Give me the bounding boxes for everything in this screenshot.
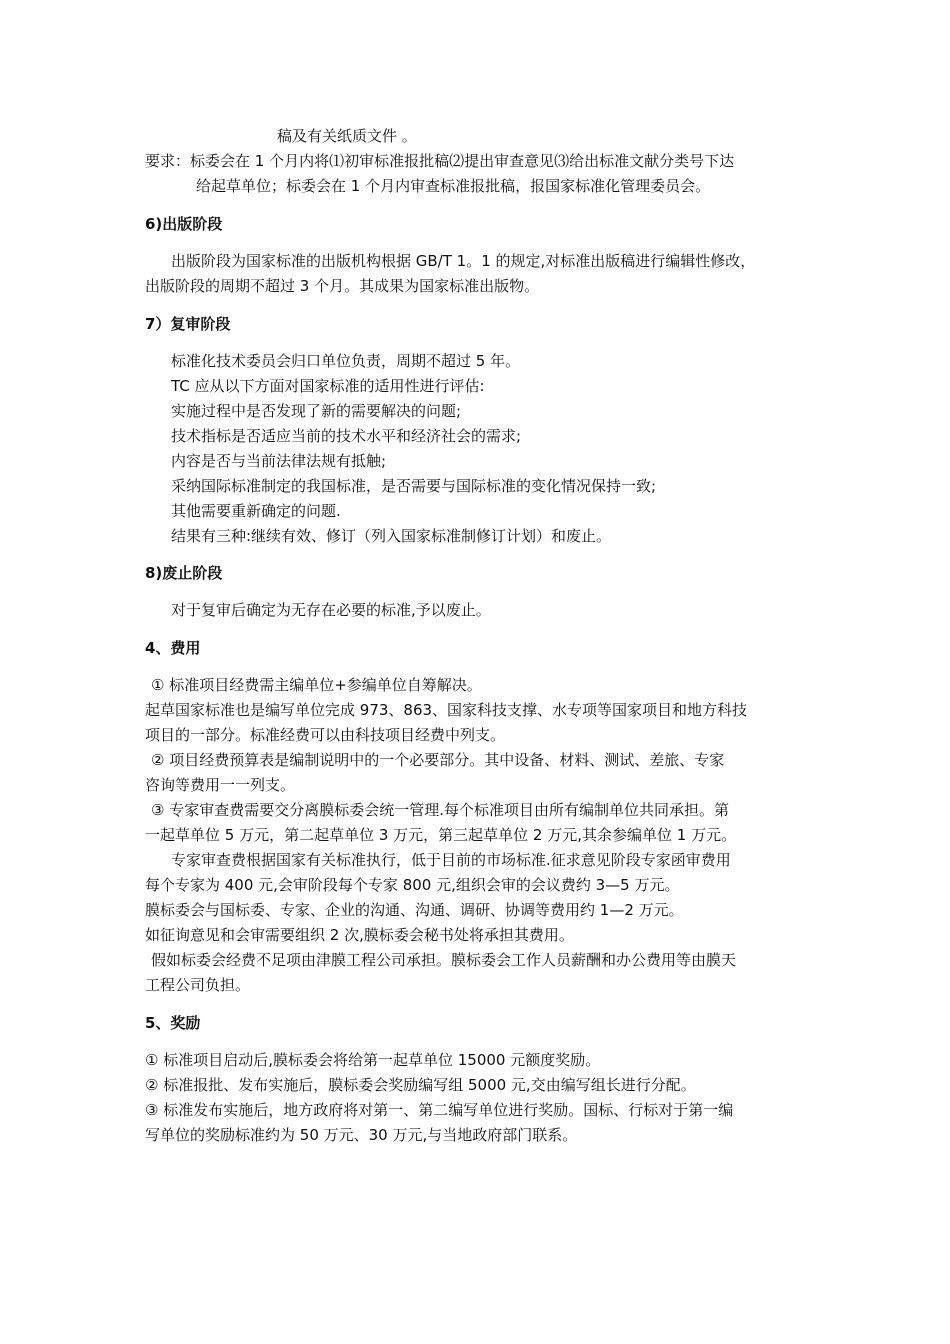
text-line: 稿及有关纸质文件 。	[277, 127, 417, 145]
section-heading: 4、费用	[145, 639, 201, 657]
text-line: ③ 专家审查费需要交分离膜标委会统一管理.每个标准项目由所有编制单位共同承担。第	[151, 801, 729, 819]
text-line: ② 标准报批、发布实施后，膜标委会奖励编写组 5000 元,交由编写组长进行分配。	[145, 1076, 696, 1094]
text-line: 要求：标委会在 1 个月内将⑴初审标准报批稿⑵提出审查意见⑶给出标准文献分类号下达	[145, 152, 735, 170]
text-line: 项目的一部分。标准经费可以由科技项目经费中列支。	[145, 726, 506, 744]
text-line: 采纳国际标准制定的我国标准，是否需要与国际标准的变化情况保持一致;	[171, 477, 657, 495]
text-line: TC 应从以下方面对国家标准的适用性进行评估:	[171, 377, 485, 395]
text-line: 出版阶段为国家标准的出版机构根据 GB/T 1。1 的规定,对标准出版稿进行编辑性修改，	[171, 252, 756, 270]
text-line: 标准化技术委员会归口单位负责，周期不超过 5 年。	[171, 352, 521, 370]
text-line: 出版阶段的周期不超过 3 个月。其成果为国家标准出版物。	[145, 277, 540, 295]
text-line: 给起草单位；标委会在 1 个月内审查标准报批稿，报国家标准化管理委员会。	[196, 177, 711, 195]
text-line: 如征询意见和会审需要组织 2 次,膜标委会秘书处将承担其费用。	[145, 926, 574, 944]
text-line: 结果有三种:继续有效、修订（列入国家标准制修订计划）和废止。	[171, 527, 612, 545]
text-line: ② 项目经费预算表是编制说明中的一个必要部分。其中设备、材料、测试、差旅、专家	[151, 751, 725, 769]
text-line: 对于复审后确定为无存在必要的标准,予以废止。	[171, 601, 491, 619]
text-line: ① 标准项目经费需主编单位+参编单位自筹解决。	[151, 676, 482, 694]
text-line: 技术指标是否适应当前的技术水平和经济社会的需求;	[171, 427, 522, 445]
section-heading: 8)废止阶段	[145, 564, 223, 582]
text-line: 膜标委会与国标委、专家、企业的沟通、沟通、调研、协调等费用约 1—2 万元。	[145, 901, 684, 919]
text-line: 工程公司负担。	[145, 976, 251, 994]
text-line: 每个专家为 400 元,会审阶段每个专家 800 元,组织会审的会议费约 3—5 万元。	[145, 876, 680, 894]
text-line: 其他需要重新确定的问题.	[171, 502, 341, 520]
text-line: 专家审查费根据国家有关标准执行，低于目前的市场标准.征求意见阶段专家函审费用	[171, 851, 731, 869]
text-line: 咨询等费用一一列支。	[145, 776, 296, 794]
text-line: 起草国家标准也是编写单位完成 973、863、国家科技支撑、水专项等国家项目和地方科技	[145, 701, 748, 719]
text-line: ① 标准项目启动后,膜标委会将给第一起草单位 15000 元额度奖励。	[145, 1051, 601, 1069]
text-line: 实施过程中是否发现了新的需要解决的问题;	[171, 402, 462, 420]
text-line: ③ 标准发布实施后，地方政府将对第一、第二编写单位进行奖励。国标、行标对于第一编	[145, 1101, 734, 1119]
text-line: 内容是否与当前法律法规有抵触;	[171, 452, 387, 470]
section-heading: 5、奖励	[145, 1014, 201, 1032]
section-heading: 6)出版阶段	[145, 215, 223, 233]
section-heading: 7）复审阶段	[145, 315, 231, 333]
text-line: 写单位的奖励标准约为 50 万元、30 万元,与当地政府部门联系。	[145, 1126, 578, 1144]
text-line: 一起草单位 5 万元，第二起草单位 3 万元，第三起草单位 2 万元,其余参编单位 1 万元。	[145, 826, 737, 844]
text-line: 假如标委会经费不足项由津膜工程公司承担。膜标委会工作人员薪酬和办公费用等由膜天	[151, 951, 737, 969]
